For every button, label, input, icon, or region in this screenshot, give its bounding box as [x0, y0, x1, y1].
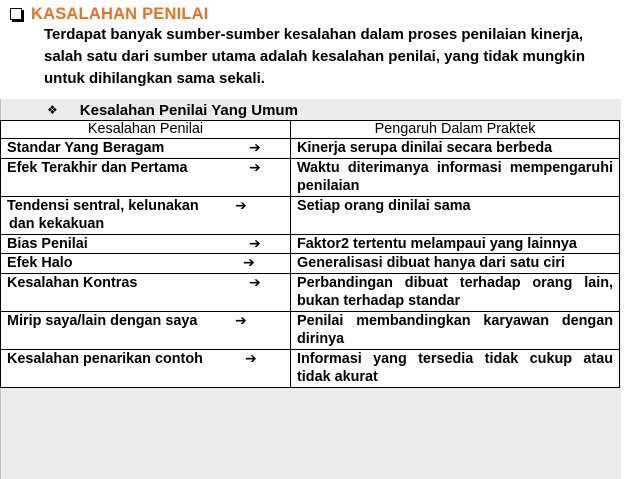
error-cell [1, 234, 291, 254]
table-row [1, 273, 620, 311]
error-cell [1, 196, 291, 234]
checkbox-icon [10, 8, 22, 20]
table-row [1, 196, 620, 234]
error-label: Kesalahan Kontras [7, 274, 138, 291]
arrow-right-icon: ➔ [249, 274, 261, 291]
error-label: Kesalahan penarikan contoh [7, 350, 203, 367]
error-label: Mirip saya/lain dengan saya [7, 312, 198, 329]
error-cell [1, 254, 291, 274]
error-cell [1, 311, 291, 349]
table-header-row [1, 121, 620, 139]
error-label: Standar Yang Beragam [7, 140, 165, 156]
arrow-right-icon: ➔ [249, 140, 261, 156]
error-cell [1, 158, 291, 196]
error-label-cont: dan kekakuan [9, 216, 105, 232]
intro-paragraph: Terdapat banyak sumber-sumber kesalahan dalam proses penilaian kinerja, salah satu dari sumber utama adalah kesalahan penilai, yang tidak mungkin untuk dihilangkan sama sekali. [44, 26, 586, 87]
subheading: Kesalahan Penilai Yang Umum [79, 101, 298, 119]
header-error: Kesalahan Penilai [1, 121, 291, 139]
error-cell [1, 139, 291, 159]
header-effect: Pengaruh Dalam Praktek [291, 121, 620, 139]
table-row [1, 139, 620, 159]
page-title: KASALAHAN PENILAI [31, 4, 209, 23]
error-label: Bias Penilai [7, 235, 88, 252]
arrow-right-icon: ➔ [249, 235, 261, 252]
table-row [1, 254, 620, 274]
arrow-right-icon: ➔ [243, 255, 255, 271]
effect-cell: Setiap orang dinilai sama [291, 196, 620, 234]
arrow-right-icon: ➔ [249, 159, 261, 176]
table-row [1, 349, 620, 387]
error-label: Efek Terakhir dan Pertama [7, 159, 188, 176]
effect-cell: Informasi yang tersedia tidak cukup atau tidak akurat [291, 349, 620, 387]
error-cell [1, 273, 291, 311]
effect-cell: Kinerja serupa dinilai secara berbeda [291, 139, 620, 159]
effect-cell: Waktu diterimanya informasi mempengaruhi penilaian [291, 158, 620, 196]
diamond-icon: ❖ [47, 103, 58, 117]
arrow-right-icon: ➔ [245, 350, 257, 367]
heading-row [10, 3, 209, 25]
arrow-right-icon: ➔ [235, 197, 247, 214]
error-label: Efek Halo [7, 255, 73, 271]
effect-cell: Penilai membandingkan karyawan dengan dirinya [291, 311, 620, 349]
error-cell [1, 349, 291, 387]
errors-table [0, 120, 620, 388]
effect-cell: Generalisasi dibuat hanya dari satu ciri [291, 254, 620, 274]
effect-cell: Perbandingan dibuat terhadap orang lain, bukan terhadap standar [291, 273, 620, 311]
effect-cell: Faktor2 tertentu melampaui yang lainnya [291, 234, 620, 254]
table-row [1, 311, 620, 349]
error-label: Tendensi sentral, kelunakan [7, 197, 199, 214]
table-row [1, 158, 620, 196]
table-row [1, 234, 620, 254]
arrow-right-icon: ➔ [235, 312, 247, 329]
subheading-row [47, 100, 298, 120]
